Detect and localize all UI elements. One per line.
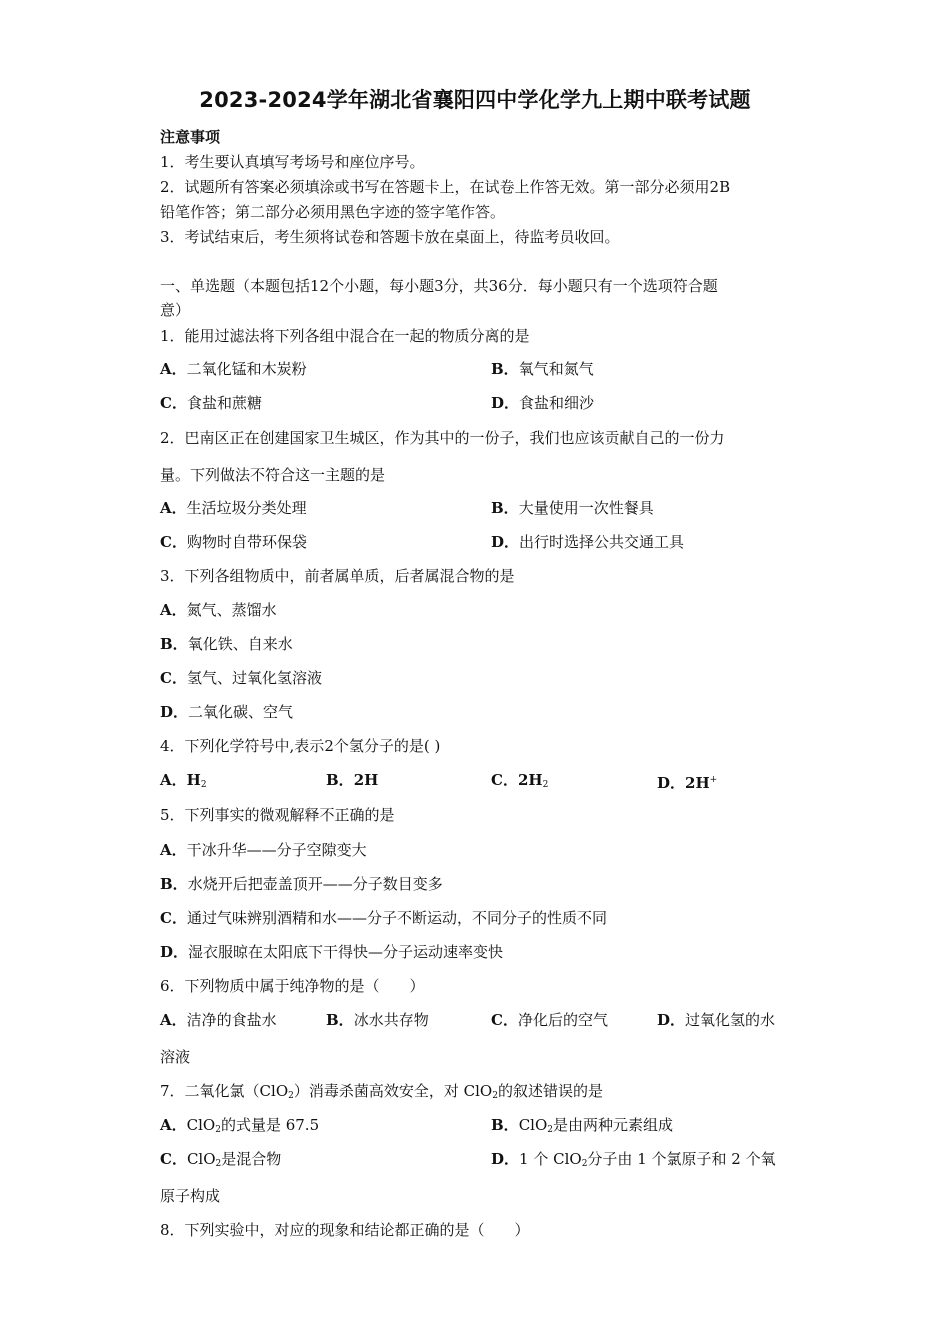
- option-letter: D．: [657, 1011, 686, 1029]
- option-text: 净化后的空气: [517, 1011, 608, 1029]
- option-text: 二氧化锰和木炭粉: [186, 360, 307, 378]
- exam-title: 2023-2024学年湖北省襄阳四中学化学九上期中联考试题: [199, 88, 751, 112]
- option-letter: B．: [326, 1011, 354, 1029]
- option-text: 出行时选择公共交通工具: [519, 533, 685, 551]
- q2-option-a: [160, 498, 307, 518]
- option-text: 洁净的食盐水: [186, 1011, 277, 1029]
- option-letter: C．: [160, 909, 187, 927]
- option-text: 分子由 1 个氯原子和 2 个氧: [587, 1150, 776, 1168]
- q6-stem: 6．下列物质中属于纯净物的是（ ）: [160, 977, 425, 995]
- q3-option-a: [160, 600, 277, 620]
- q8-stem: 8．下列实验中，对应的现象和结论都正确的是（ ）: [160, 1221, 530, 1239]
- q1-option-a: [160, 359, 307, 379]
- option-text: 氧化铁、自来水: [187, 635, 293, 653]
- option-text: 二氧化碳、空气: [188, 703, 294, 721]
- stem-text: ）消毒杀菌高效安全，对 ClO: [293, 1082, 493, 1100]
- subscript: 2: [492, 1091, 498, 1101]
- option-text: 大量使用一次性餐具: [518, 499, 654, 517]
- option-letter: C．: [160, 533, 187, 551]
- option-text: 是混合物: [221, 1150, 282, 1168]
- notice-item-2-cont: 铅笔作答；第二部分必须用黑色字迹的签字笔作答。: [160, 203, 506, 221]
- option-text: 氢气、过氧化氢溶液: [186, 669, 322, 687]
- notice-item-3: 3．考试结束后，考生须将试卷和答题卡放在桌面上，待监考员收回。: [160, 228, 620, 246]
- formula: ClO: [186, 1116, 216, 1134]
- notice-heading: 注意事项: [160, 128, 221, 146]
- option-text: 生活垃圾分类处理: [186, 499, 307, 517]
- q4-stem: 4．下列化学符号中,表示2个氢分子的是( ): [160, 737, 441, 755]
- option-letter: D．: [160, 703, 189, 721]
- formula: 2H: [517, 771, 543, 789]
- option-letter: A．: [160, 499, 187, 517]
- option-letter: D．: [491, 394, 520, 412]
- q7-stem: [160, 1081, 603, 1106]
- subscript: 2: [215, 1159, 222, 1169]
- option-letter: A．: [160, 601, 187, 619]
- q2-option-b: [491, 498, 654, 518]
- q5-option-b: [160, 874, 443, 894]
- q5-option-c: [160, 908, 607, 928]
- option-letter: A．: [160, 1011, 187, 1029]
- q7-option-b: [491, 1115, 673, 1140]
- option-letter: C．: [160, 394, 187, 412]
- option-letter: D．: [160, 943, 189, 961]
- notice-item-2: 2．试题所有答案必须填涂或书写在答题卡上，在试卷上作答无效。第一部分必须用2B: [160, 178, 731, 196]
- option-text: 冰水共存物: [353, 1011, 429, 1029]
- q7-option-d-cont: 原子构成: [160, 1187, 221, 1205]
- q6-option-b: [326, 1010, 429, 1030]
- option-text: 是由两种元素组成: [553, 1116, 674, 1134]
- q4-option-d: [657, 770, 717, 793]
- option-letter: A．: [160, 360, 187, 378]
- option-text: 的式量是 67.5: [220, 1116, 320, 1134]
- q4-option-b: [326, 770, 378, 790]
- subscript: 2: [288, 1091, 294, 1101]
- q3-stem: 3．下列各组物质中，前者属单质，后者属混合物的是: [160, 567, 515, 585]
- q6-option-a: [160, 1010, 277, 1030]
- q2-option-c: [160, 532, 307, 552]
- option-letter: B．: [326, 771, 354, 789]
- option-letter: A．: [160, 771, 187, 789]
- option-letter: C．: [160, 1150, 187, 1168]
- option-letter: C．: [491, 771, 518, 789]
- option-letter: C．: [491, 1011, 518, 1029]
- q4-option-a: [160, 770, 207, 795]
- q1-option-c: [160, 393, 262, 413]
- q7-option-a: [160, 1115, 319, 1140]
- formula: ClO: [186, 1150, 216, 1168]
- q6-option-c: [491, 1010, 608, 1030]
- option-letter: A．: [160, 841, 187, 859]
- option-text: 1 个: [519, 1150, 554, 1168]
- q5-option-a: [160, 840, 367, 860]
- q5-option-d: [160, 942, 503, 962]
- option-letter: D．: [491, 533, 520, 551]
- option-letter: D．: [657, 774, 686, 792]
- stem-text: 7．二氧化氯（ClO: [160, 1082, 289, 1100]
- q1-stem: 1．能用过滤法将下列各组中混合在一起的物质分离的是: [160, 327, 530, 345]
- q2-option-d: [491, 532, 684, 552]
- option-letter: B．: [491, 499, 519, 517]
- formula: 2H: [685, 774, 710, 792]
- option-letter: B．: [491, 1116, 519, 1134]
- option-letter: B．: [160, 635, 188, 653]
- subscript: 2: [547, 1125, 553, 1135]
- option-letter: B．: [491, 360, 519, 378]
- q1-option-d: [491, 393, 594, 413]
- q3-option-d: [160, 702, 293, 722]
- section-heading-cont: 意）: [160, 301, 191, 319]
- formula: ClO: [518, 1116, 548, 1134]
- q2-stem: 2．巴南区正在创建国家卫生城区，作为其中的一份子，我们也应该贡献自己的一份力: [160, 429, 725, 447]
- option-text: 湿衣服晾在太阳底下干得快—分子运动速率变快: [188, 943, 504, 961]
- q5-stem: 5．下列事实的微观解释不正确的是: [160, 806, 395, 824]
- section-heading: 一、单选题（本题包括12个小题，每小题3分，共36分．每小题只有一个选项符合题: [160, 277, 718, 295]
- notice-item-1: 1．考生要认真填写考场号和座位序号。: [160, 153, 425, 171]
- q4-option-c: [491, 770, 548, 795]
- option-text: 购物时自带环保袋: [186, 533, 307, 551]
- q7-option-d: [491, 1149, 776, 1174]
- q7-option-c: [160, 1149, 281, 1174]
- subscript: 2: [542, 780, 549, 790]
- stem-text: 的叙述错误的是: [497, 1082, 603, 1100]
- option-text: 食盐和蔗糖: [186, 394, 262, 412]
- subscript: 2: [215, 1125, 221, 1135]
- q1-option-b: [491, 359, 594, 379]
- option-text: 氧气和氮气: [518, 360, 594, 378]
- formula: H: [186, 771, 201, 789]
- q6-option-d-cont: 溶液: [160, 1048, 191, 1066]
- q3-option-b: [160, 634, 293, 654]
- formula: ClO: [553, 1150, 582, 1168]
- option-letter: C．: [160, 669, 187, 687]
- option-letter: B．: [160, 875, 188, 893]
- q2-stem-cont: 量。下列做法不符合这一主题的是: [160, 466, 386, 484]
- option-text: 氮气、蒸馏水: [186, 601, 277, 619]
- option-letter: D．: [491, 1150, 520, 1168]
- option-text: 食盐和细沙: [519, 394, 595, 412]
- option-text: 干冰升华——分子空隙变大: [186, 841, 367, 859]
- q3-option-c: [160, 668, 322, 688]
- subscript: 2: [200, 780, 207, 790]
- option-text: 通过气味辨别酒精和水——分子不断运动，不同分子的性质不同: [186, 909, 607, 927]
- option-text: 水烧开后把壶盖顶开——分子数目变多: [187, 875, 443, 893]
- superscript: +: [709, 775, 718, 785]
- option-letter: A．: [160, 1116, 187, 1134]
- q6-option-d: [657, 1010, 775, 1030]
- option-text: 过氧化氢的水: [685, 1011, 776, 1029]
- subscript: 2: [581, 1159, 588, 1169]
- formula: 2H: [353, 771, 379, 789]
